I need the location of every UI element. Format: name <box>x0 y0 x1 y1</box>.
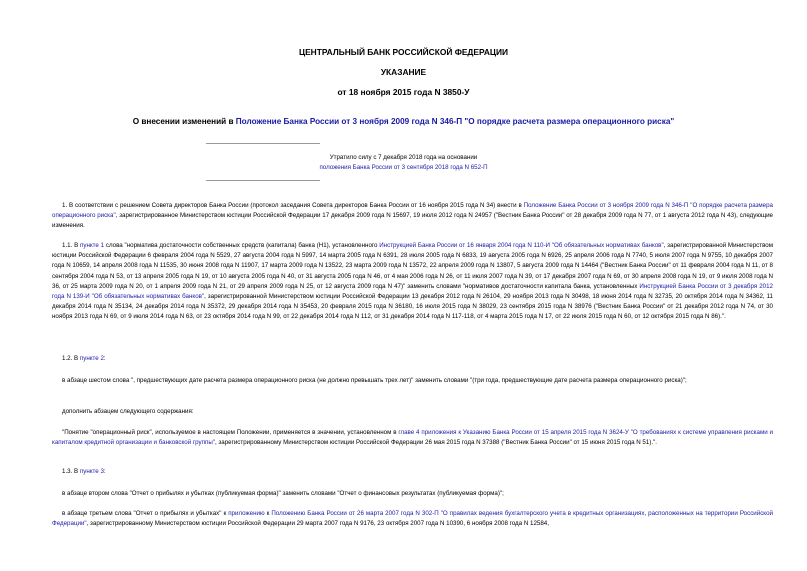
paragraph-1 <box>52 201 773 232</box>
paragraph-abz3 <box>52 509 773 540</box>
p1-regulation-link[interactable]: Положение Банка России от 3 ноября 2009 года N 346-П "О порядке расчета размера операционного риска" <box>52 202 773 220</box>
paragraph-abz6 <box>52 376 773 386</box>
p9-appendix-link[interactable]: приложению <box>228 510 265 517</box>
paragraph-1-1 <box>52 241 773 323</box>
p4-text: в абзаце шестом слова ", предшествующих дате расчета размера операционного риска (не должно превышать трех лет)" заменить словами "(три года, предшествующие дате расчета размера операционного риска)"; <box>62 377 687 384</box>
p1-text-a: 1. В соответствии с решением Совета директоров Банка России (протокол заседания Совета директоров Банка России от 16 ноября 2015 года N 34) внести в <box>62 202 524 209</box>
p9-text-b: к <box>264 510 272 517</box>
p9-text-a: в абзаце третьем слова "Отчет о прибылях и убытках" к <box>62 510 229 517</box>
paragraph-abz2 <box>52 489 773 499</box>
p2-text-b: слова "норматива достаточности собственных средств (капитала) банка (Н1), установленного <box>104 242 380 249</box>
p3-text-b: : <box>103 355 106 362</box>
p8-text: в абзаце втором слова "Отчет о прибылях и убытках (публикуемая форма)" заменить словами "Отчет о финансовых результатах (публикуемая форма)"; <box>62 490 504 497</box>
p2-instruction-139-link[interactable]: Инструкцией Банка России от 3 декабря 2012 года N 139-И "Об обязательных нормативах банков" <box>52 282 773 301</box>
p2-text-a: 1.1. В <box>62 242 81 249</box>
repeal-regulation-link[interactable]: положения Банка России от 3 сентября 2018 года N 652-П <box>319 164 488 171</box>
p9-text-c: , зарегистрированному Министерством юстиции Российской Федерации 29 марта 2007 года N 9176, 23 октября 2007 года N 10390, 6 ноября 2008 года N 12584, <box>86 520 549 528</box>
p2-text-c: , зарегистрированной Министерством юстиции Российской Федерации 6 февраля 2004 года N 5529, 27 августа 2004 года N 5997, 14 марта 2005 года N 6391, 28 июля 2005 года N 6833, 19 августа 2005 года N 6926, 25 апреля 2006 года N 7740, 5 июля 2007 года N 9755, 10 декабря 2007 года N 10659, 14 апреля 2008 года N 11535, 30 июня 2008 года N 11907, 17 марта 2009 года N 13522, 23 марта 2009 года N 13572, 22 апреля 2009 года N 13807, 5 августа 2009 года N 14464 ("Вестник Банка России" от 11 февраля 2004 года N 11, от 8 сентября 2004 года N 53, от 13 апреля 2005 года N 19, от 10 августа 2005 года N 40, от 31 августа 2005 года N 46, от 4 мая 2006 года N 26, от 11 июля 2007 года N 39, от 17 декабря 2007 года N 69, от 30 апреля 2008 года N 19, от 9 июля 2008 года N 36, от 25 марта 2009 года N 20, от 1 апреля 2009 года N 21, от 29 апреля 2009 года N 25, от 12 августа 2009 года N 47)" заменить словами "нормативов достаточности капитала банка, установленных <box>52 242 773 290</box>
p7-text-b: : <box>103 468 106 475</box>
p3-text-a: 1.2. В <box>62 355 80 362</box>
title-prefix: О внесении изменений в <box>132 117 236 126</box>
p7-point3-link[interactable]: пункте 3 <box>79 468 104 475</box>
p6-chapter4-link[interactable]: главе 4 приложения к Указанию Банка России от 15 апреля 2015 года N 3624-У "О требованиях к системе управления рисками и капиталом кредитной организации и банковской группы" <box>52 429 773 447</box>
note-divider-bottom <box>206 180 320 181</box>
p2-point1-link[interactable]: пункте 1 <box>80 242 105 249</box>
p6-text-a: "Понятие "операционный риск", используемое в настоящем Положении, применяется в значении, установленном в <box>62 429 399 436</box>
p9-regulation-302-link[interactable]: Положению Банка России от 26 марта 2007 года N 302-П "О правилах ведения бухгалтерского учета в кредитных организациях, расположенных на территории Российской Федерации" <box>52 510 773 528</box>
p2-instruction-110-link[interactable]: Инструкцией Банка России от 16 января 2004 года N 110-И "Об обязательных нормативах банков" <box>379 242 664 249</box>
paragraph-add <box>52 407 773 417</box>
paragraph-1-3 <box>52 467 773 477</box>
bank-name-heading: ЦЕНТРАЛЬНЫЙ БАНК РОССИЙСКОЙ ФЕДЕРАЦИИ <box>298 47 509 57</box>
doc-type-heading: УКАЗАНИЕ <box>380 67 427 77</box>
doc-date-heading: от 18 ноября 2015 года N 3850-У <box>337 87 470 97</box>
p3-point2-link[interactable]: пункте 2 <box>79 355 104 362</box>
document-title <box>0 117 807 126</box>
note-divider-top <box>206 143 320 144</box>
repeal-note-line2 <box>0 164 807 171</box>
repeal-note-line1: Утратило силу с 7 декабря 2018 года на основании <box>329 154 478 161</box>
paragraph-1-2 <box>52 354 773 364</box>
paragraph-definition <box>52 428 773 448</box>
p6-text-b: , зарегистрированному Министерством юстиции Российской Федерации 26 мая 2015 года N 37388 ("Вестник Банка России" от 15 июня 2015 года N 51).". <box>214 439 657 447</box>
p5-text: дополнить абзацем следующего содержания: <box>62 408 194 415</box>
p1-text-b: , зарегистрированное Министерством юстиции Российской Федерации 17 декабря 2009 года N 15697, 19 июля 2012 года N 24957 ("Вестник Банка России" от 28 декабря 2009 года N 77, от 1 августа 2012 года N 43), следующие изменения. <box>52 212 773 230</box>
title-regulation-link[interactable]: Положение Банка России от 3 ноября 2009 года N 346-П "О порядке расчета размера операционного риска" <box>235 117 675 126</box>
p7-text-a: 1.3. В <box>62 468 80 475</box>
p2-text-d: , зарегистрированной Министерством юстиции Российской Федерации 13 декабря 2012 года N 26104, 29 ноября 2013 года N 30498, 18 июня 2014 года N 32735, 20 октября 2014 года N 34362, 11 декабря 2014 года N 35134, 24 декабря 2014 года N 35372, 29 декабря 2014 года N 35453, 20 февраля 2015 года N 36180, 16 июля 2015 года N 38029, 23 сентября 2015 года N 38976 ("Вестник Банка России" от 21 декабря 2012 года N 74, от 30 ноября 2013 года N 69, от 9 июля 2014 года N 63, от 23 октября 2014 года N 99, от 22 декабря 2014 года N 112, от 31 декабря 2014 года N 117-118, от 4 марта 2015 года N 17, от 22 июля 2015 года N 60, от 12 октября 2015 года N 86).". <box>52 293 773 321</box>
